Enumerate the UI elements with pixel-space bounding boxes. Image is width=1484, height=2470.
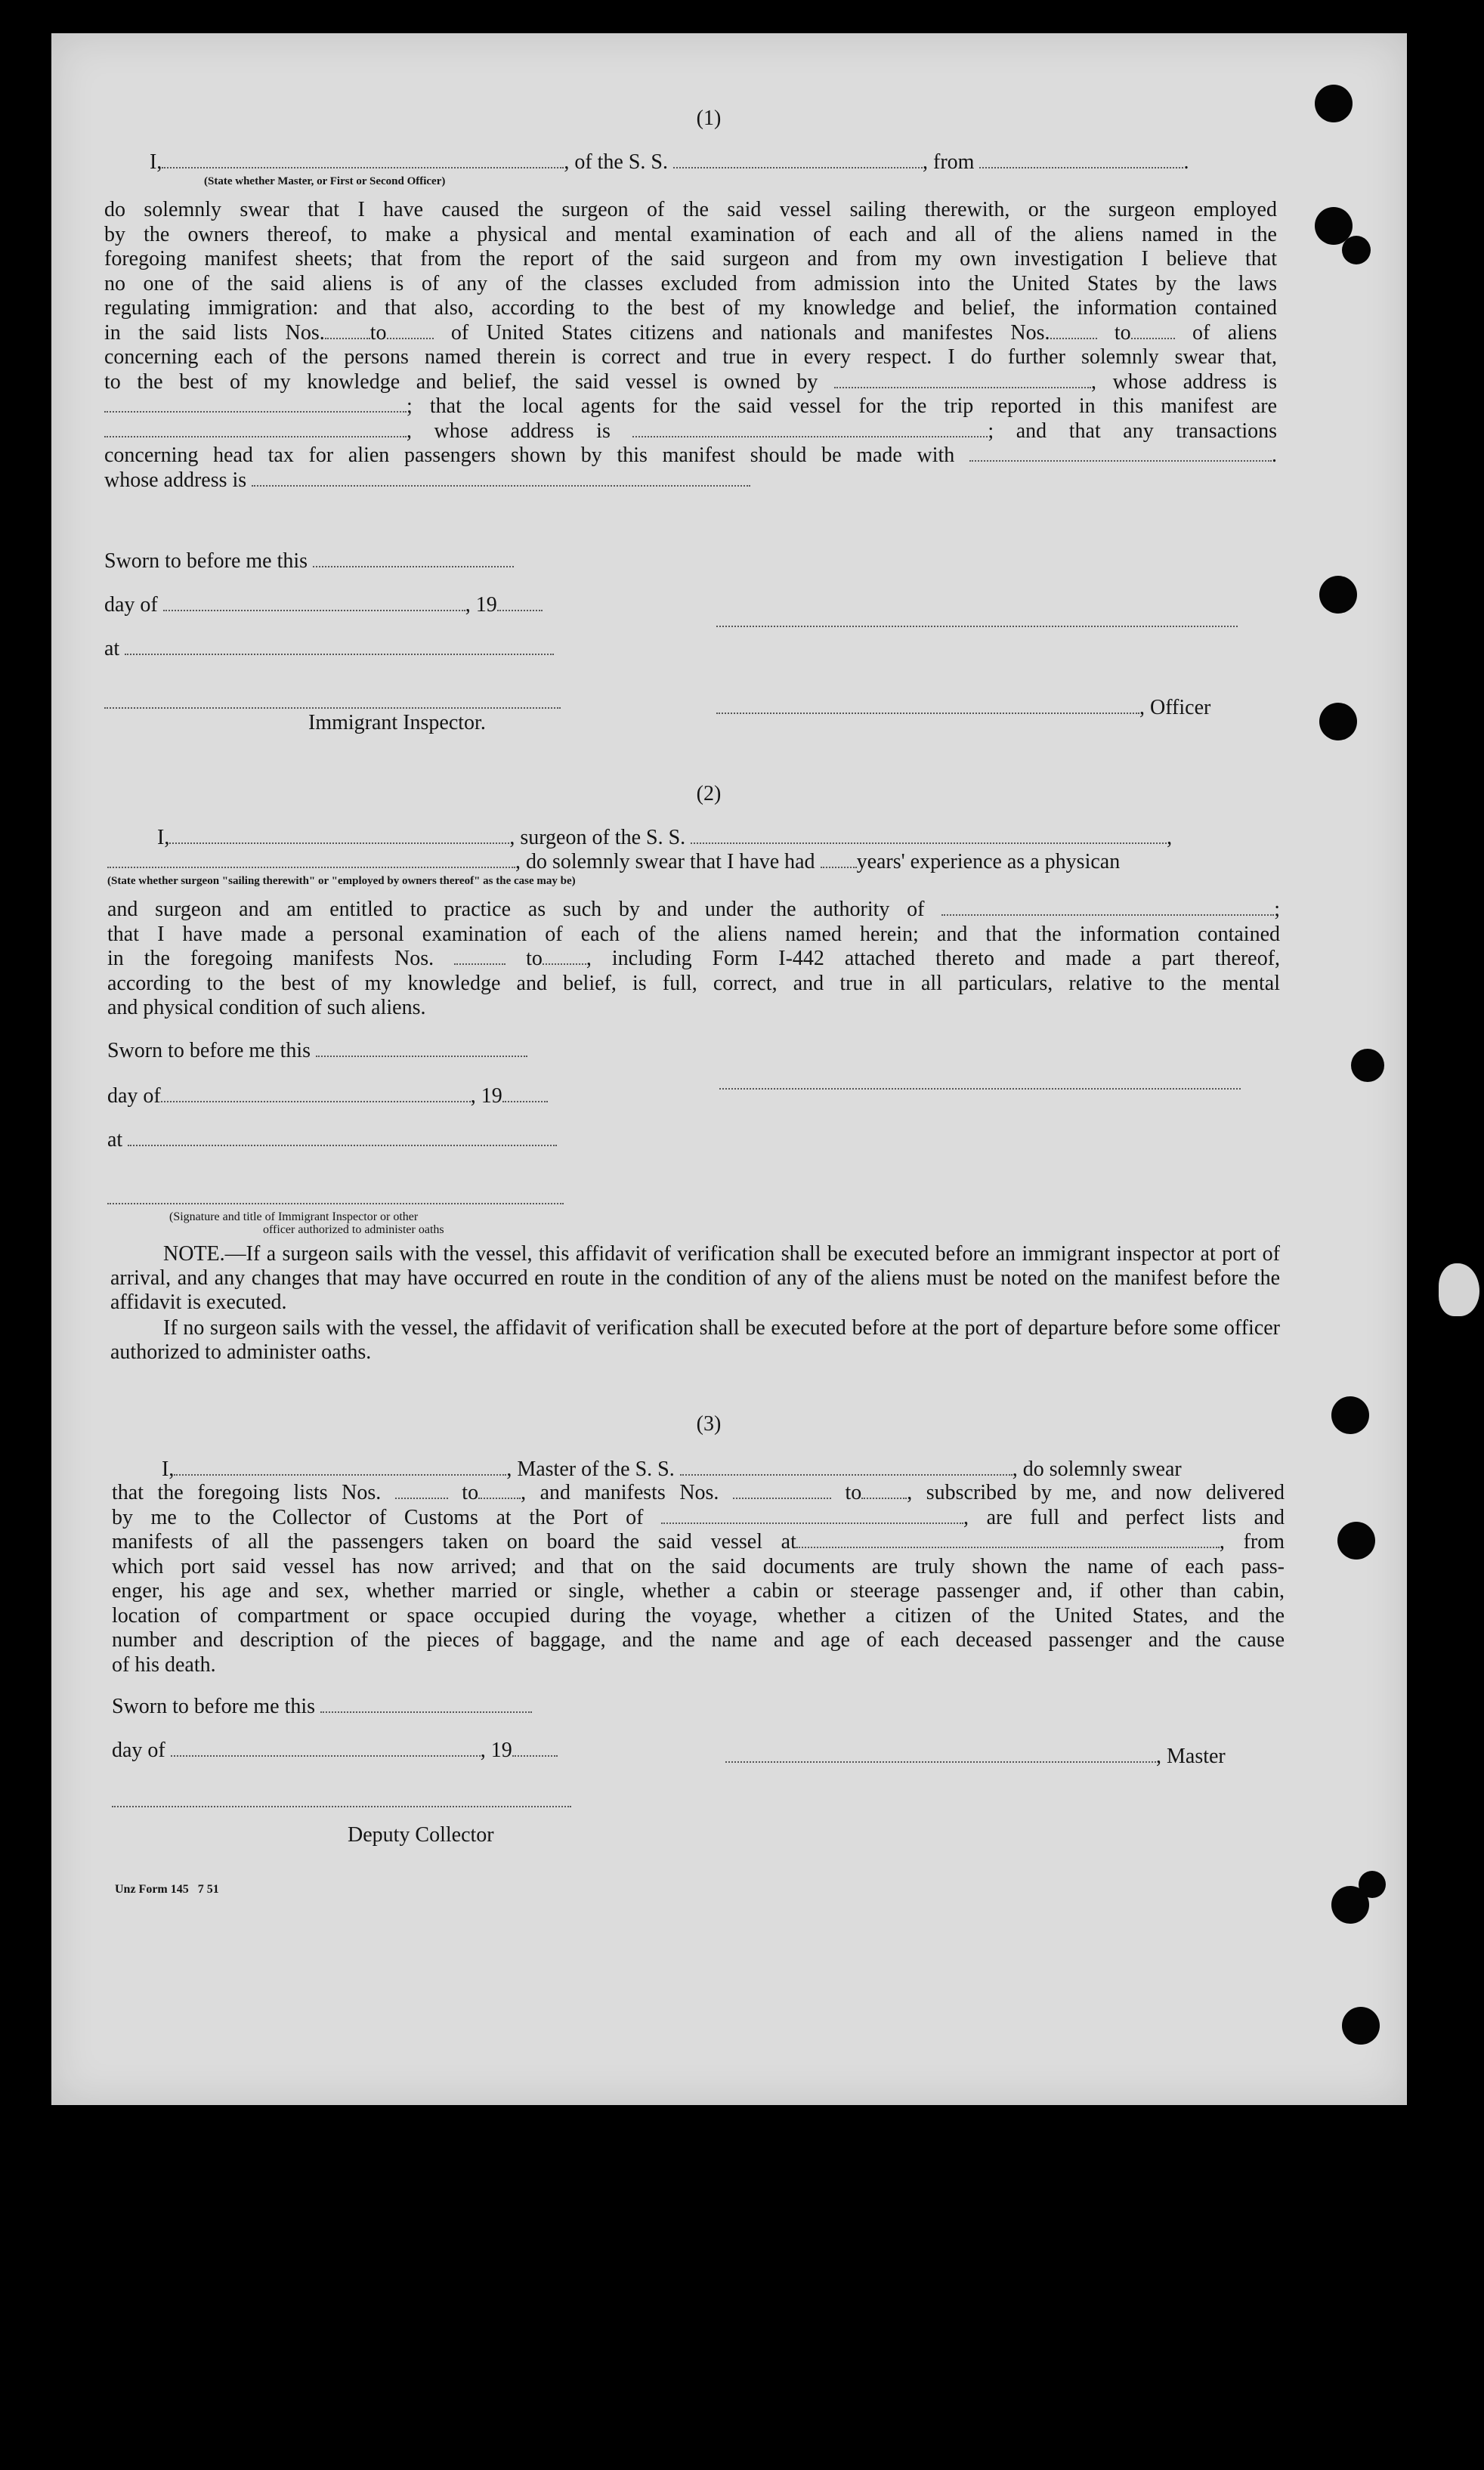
s3-para-line: of his death. <box>112 1652 216 1677</box>
s1-lists-line <box>104 321 1277 346</box>
s1-intro-line: I, , of the S. S. , from . <box>150 150 1189 174</box>
s1-signature-line[interactable] <box>716 626 1238 627</box>
s1-para-line: no one of the said aliens is of any of the classes excluded from admission into the United States by the laws <box>104 271 1277 295</box>
s2-intro-line: I, , surgeon of the S. S. , <box>157 826 1173 849</box>
s1-list-to-field[interactable] <box>387 321 434 339</box>
s1-headtax-address-field[interactable] <box>252 468 750 487</box>
s2-surgeon-note: (State whether surgeon "sailing therewith" or "employed by owners thereof" as the case may be) <box>107 875 576 887</box>
s2-name-field[interactable] <box>169 826 509 844</box>
s1-from-field[interactable] <box>979 150 1183 168</box>
s1-day-line <box>104 592 543 617</box>
s2-authority-line: and surgeon and am entitled to practice as such by and under the authority of ; <box>107 898 1281 921</box>
s1-text: to the best of my knowledge and belief, the said vessel is owned by <box>104 369 818 394</box>
s3-i-label: I, <box>162 1458 175 1481</box>
section-3-number: (3) <box>696 1412 722 1436</box>
section-2-number: (2) <box>696 782 722 805</box>
s3-para-line: which port said vessel has now arrived; and that on the said documents are truly shown the name of each pass- <box>112 1554 1285 1578</box>
s3-text: that the foregoing lists Nos. <box>112 1481 382 1504</box>
s3-text: , subscribed by me, and now delivered <box>907 1481 1285 1504</box>
s1-manifest-from-field[interactable] <box>1050 321 1097 339</box>
s3-day-label: day of <box>112 1739 165 1762</box>
s2-year-label: , 19 <box>470 1084 502 1108</box>
s2-years-field[interactable] <box>821 850 857 868</box>
s3-port-line <box>112 1506 1285 1531</box>
s2-at-field[interactable] <box>128 1128 557 1146</box>
binder-hole <box>1319 703 1357 740</box>
binder-hole <box>1359 1871 1386 1898</box>
s3-port-field[interactable] <box>661 1506 963 1524</box>
s2-sig-note-line: (Signature and title of Immigrant Inspector or other <box>169 1210 419 1223</box>
s3-para-line: location of compartment or space occupied during the voyage, whether a citizen of the United States, and the <box>112 1603 1285 1628</box>
s1-sworn-line <box>104 549 514 573</box>
s1-inspector-signature-line[interactable] <box>104 707 561 709</box>
s1-text: ; and that any transactions <box>988 419 1277 443</box>
s1-officer-field[interactable] <box>716 696 1139 714</box>
s3-text: , from <box>1219 1530 1285 1553</box>
s3-sworn-field[interactable] <box>320 1695 532 1713</box>
s2-surgeon-of-label: , surgeon of the S. S. <box>509 826 686 849</box>
s2-text: to <box>526 947 543 970</box>
s3-sworn-label: Sworn to before me this <box>112 1695 316 1718</box>
binder-hole <box>1351 1049 1384 1082</box>
s2-para-line: according to the best of my knowledge and belief, is full, correct, and true in all particulars, relative to the mental <box>107 971 1280 995</box>
s2-day-field[interactable] <box>161 1084 471 1102</box>
binder-hole <box>1319 576 1357 614</box>
s1-officer-label: , Officer <box>1139 696 1211 719</box>
s1-at-label: at <box>104 637 120 660</box>
s2-year-field[interactable] <box>502 1084 548 1102</box>
s2-para-line: and physical condition of such aliens. <box>107 996 426 1019</box>
s2-signature-note <box>169 1210 444 1236</box>
s3-para-line: enger, his age and sex, whether married or single, whether a cabin or steerage passenger and, if other than cabin, <box>112 1579 1285 1603</box>
s2-capacity-field[interactable] <box>107 850 515 868</box>
s2-at-line <box>107 1127 557 1152</box>
s3-text: to <box>462 1481 479 1504</box>
s1-officer-line <box>716 695 1210 720</box>
s2-sworn-label: Sworn to before me this <box>107 1039 311 1062</box>
s2-at-label: at <box>107 1128 123 1152</box>
s3-master-signature <box>725 1744 1226 1769</box>
s3-master-label: , Master <box>1156 1745 1226 1768</box>
s3-boarded-line <box>112 1530 1285 1555</box>
s2-sworn-line <box>107 1038 527 1063</box>
s1-para-line: by the owners thereof, to make a physical and mental examination of each and all of the aliens named in the <box>104 222 1277 246</box>
s2-sig-note-line: officer authorized to administer oaths <box>263 1223 444 1236</box>
s1-name-field[interactable] <box>162 150 564 168</box>
s2-para-line: that I have made a personal examination of each of the aliens named herein; and that the information contained <box>107 922 1280 946</box>
s1-text: of aliens <box>1192 320 1278 345</box>
s3-day-line <box>112 1738 558 1763</box>
s1-text: concerning head tax for alien passengers shown by this manifest should be made with <box>104 444 955 467</box>
s3-boarded-field[interactable] <box>796 1530 1220 1548</box>
s3-swear-label: , do solemnly swear <box>1012 1458 1182 1481</box>
s3-text: to <box>845 1481 862 1504</box>
s1-year-label: , 19 <box>465 593 497 617</box>
s1-agents-field[interactable] <box>104 419 407 437</box>
s2-paragraph <box>107 898 1280 1021</box>
s3-year-field[interactable] <box>512 1739 558 1757</box>
s1-sworn-label: Sworn to before me this <box>104 549 308 573</box>
s1-paragraph <box>104 198 1277 493</box>
s1-year-field[interactable] <box>497 593 543 611</box>
binder-hole <box>1337 1522 1375 1560</box>
s3-name-field[interactable] <box>174 1458 506 1476</box>
s1-text: in the said lists Nos. <box>104 320 325 345</box>
binder-hole <box>1342 236 1371 264</box>
s1-from-label: , from <box>923 150 975 174</box>
binder-hole <box>1315 85 1353 122</box>
s3-intro-line <box>162 1457 1182 1482</box>
s2-manifests-line <box>107 947 1280 972</box>
s1-para-line: foregoing manifest sheets; that from the report of the said surgeon and from my own investigation I believe that <box>104 247 1277 270</box>
s1-vessel-field[interactable] <box>673 150 923 168</box>
s3-para-line: number and description of the pieces of baggage, and the name and age of each deceased passenger and the cause <box>112 1628 1285 1652</box>
s1-headtax-line: concerning head tax for alien passengers shown by this manifest should be made with . <box>104 444 1278 467</box>
s1-para-line: regulating immigration: and that also, according to the best of my knowledge and belief, the information contained <box>104 296 1277 320</box>
s3-master-of-label: , Master of the S. S. <box>506 1458 675 1481</box>
s3-master-field[interactable] <box>725 1745 1156 1763</box>
s3-manifest-to-field[interactable] <box>861 1481 907 1499</box>
s1-of-ss-label: , of the S. S. <box>564 150 669 174</box>
s3-text: by me to the Collector of Customs at the Port of <box>112 1505 644 1529</box>
s1-text: , whose address is <box>407 419 611 443</box>
form-page <box>51 33 1407 2105</box>
s1-text: ; that the local agents for the said vessel for the trip reported in this manifest are <box>407 394 1277 418</box>
s3-text: manifests of all the passengers taken on board the said vessel at <box>112 1530 796 1553</box>
s3-day-field[interactable] <box>171 1739 481 1757</box>
s2-manifest-to-field[interactable] <box>543 947 586 965</box>
s3-deputy-label: Deputy Collector <box>348 1823 494 1847</box>
s3-sworn-line <box>112 1694 532 1719</box>
s2-text: and surgeon and am entitled to practice as such by and under the authority of <box>107 898 925 921</box>
s1-text: to <box>369 320 387 345</box>
s2-signature-line[interactable] <box>719 1088 1241 1090</box>
paper-fragment <box>1439 1263 1479 1316</box>
s2-day-line <box>107 1084 548 1108</box>
s3-list-to-field[interactable] <box>478 1481 521 1499</box>
s2-officer-signature-line[interactable] <box>107 1203 564 1204</box>
s1-list-from-field[interactable] <box>325 321 370 339</box>
s3-year-label: , 19 <box>480 1739 512 1762</box>
section-1-number: (1) <box>696 107 722 130</box>
s3-lists-line <box>112 1481 1285 1506</box>
s2-i-label: I, <box>157 826 170 849</box>
s2-authority-field[interactable] <box>941 898 1274 916</box>
s1-at-line <box>104 636 554 661</box>
s2-note-1: NOTE.—If a surgeon sails with the vessel, this affidavit of verification shall be executed before an immigrant inspector at port of arrival, and any changes that may have occurred en route in the condition of any of the aliens must be noted on the manifest before the affidavit is executed. <box>110 1242 1280 1314</box>
s3-list-from-field[interactable] <box>395 1481 448 1499</box>
s1-day-label: day of <box>104 593 158 617</box>
s1-agents-line <box>104 394 1277 419</box>
form-id: Unz Form 145 7 51 <box>115 1883 219 1896</box>
binder-hole <box>1331 1396 1369 1434</box>
s2-experience-line <box>107 849 1120 874</box>
s2-text: years' experience as a physican <box>856 850 1121 873</box>
s1-agents-address-line <box>104 419 1277 444</box>
s1-i-label: I, <box>150 150 162 174</box>
s2-sworn-field[interactable] <box>316 1039 527 1057</box>
s1-headtax-field[interactable] <box>969 444 1272 462</box>
s1-text: , whose address is <box>1090 369 1278 394</box>
s1-text: whose address is <box>104 468 247 492</box>
s1-master-note: (State whether Master, or First or Second Officer) <box>204 175 446 187</box>
s1-at-field[interactable] <box>125 637 554 655</box>
binder-hole <box>1342 2007 1380 2045</box>
s3-deputy-signature-line[interactable] <box>112 1806 571 1807</box>
s2-vessel-field[interactable] <box>691 826 1167 844</box>
s3-manifest-from-field[interactable] <box>733 1481 831 1499</box>
s2-day-label: day of <box>107 1084 161 1108</box>
s2-text: , do solemnly swear that I have had <box>515 850 815 873</box>
s1-para-line: concerning each of the persons named therein is correct and true in every respect. I do further solemnly swear that, <box>104 345 1277 369</box>
s1-manifest-to-field[interactable] <box>1131 321 1175 339</box>
s1-text: of United States citizens and nationals and manifestes Nos. <box>450 320 1050 345</box>
s2-text: , including Form I-442 attached thereto and made a part thereof, <box>586 947 1281 970</box>
s1-text: to <box>1114 320 1131 345</box>
s2-text: in the foregoing manifests Nos. <box>107 947 434 970</box>
s1-day-field[interactable] <box>163 593 465 611</box>
s3-paragraph <box>112 1481 1285 1677</box>
s1-owner-line <box>104 370 1277 395</box>
s3-text: , and manifests Nos. <box>521 1481 719 1504</box>
s1-address-line <box>104 468 1277 493</box>
s1-owner-field[interactable] <box>834 370 1091 388</box>
s1-sworn-field[interactable] <box>313 549 514 567</box>
s2-note-2: If no surgeon sails with the vessel, the affidavit of verification shall be executed before at the port of departure before some officer authorized to administer oaths. <box>110 1316 1280 1364</box>
s3-vessel-field[interactable] <box>680 1458 1013 1476</box>
s1-para-line: do solemnly swear that I have caused the surgeon of the said vessel sailing therewith, or the surgeon employed <box>104 198 1277 221</box>
s1-agents-address-field[interactable] <box>632 419 988 437</box>
s1-owner-address-field[interactable] <box>104 394 407 413</box>
s1-inspector-label: Immigrant Inspector. <box>308 711 486 734</box>
s3-text: , are full and perfect lists and <box>963 1505 1285 1529</box>
s2-manifest-from-field[interactable] <box>454 947 505 965</box>
